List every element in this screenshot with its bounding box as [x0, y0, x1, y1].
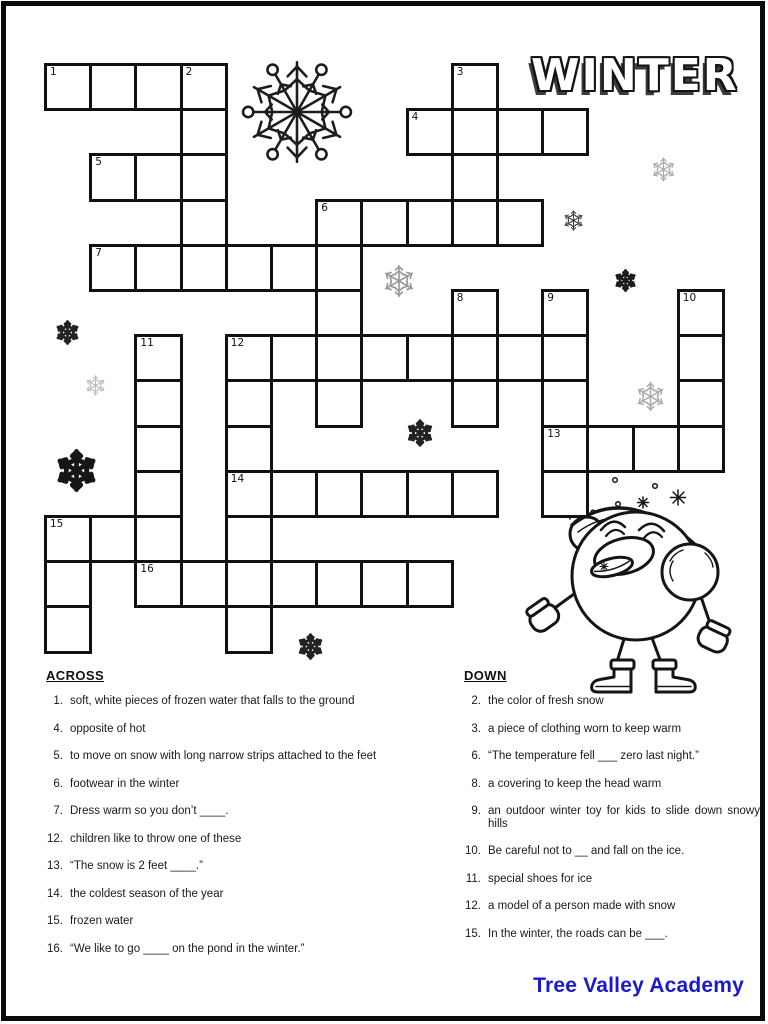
grid-cell[interactable]	[677, 379, 725, 427]
clue-text: frozen water	[70, 915, 134, 927]
grid-cell[interactable]	[134, 425, 182, 473]
grid-cell[interactable]	[451, 108, 499, 156]
snowflake-icon	[381, 263, 417, 299]
grid-cell[interactable]	[406, 199, 454, 247]
clue-number: 11.	[465, 872, 481, 885]
snowflake-icon	[634, 380, 667, 413]
cell-number: 2	[185, 66, 193, 78]
cell-number: 1	[50, 66, 57, 78]
clue-text: special shoes for ice	[488, 872, 593, 885]
grid-cell[interactable]	[44, 605, 92, 653]
clue-text: “The snow is 2 feet ____.”	[70, 860, 203, 872]
grid-cell[interactable]	[541, 108, 589, 156]
grid-cell[interactable]	[496, 334, 544, 382]
cell-number: 4	[411, 111, 419, 124]
clue-number: 6.	[471, 750, 481, 762]
grid-cell[interactable]	[496, 199, 544, 247]
brand-name: Tree Valley Academy	[533, 974, 744, 997]
grid-cell[interactable]	[225, 425, 273, 473]
clue-number: 16.	[47, 942, 63, 955]
clue-down-9	[462, 805, 760, 830]
grid-cell-8[interactable]	[451, 289, 499, 337]
grid-cell[interactable]	[360, 199, 408, 247]
clue-text: Dress warm so you don’t ____.	[70, 805, 229, 817]
grid-cell[interactable]	[360, 560, 408, 608]
grid-cell-12[interactable]	[225, 334, 273, 382]
clue-down-10	[462, 845, 760, 858]
grid-cell-6[interactable]	[315, 199, 363, 247]
grid-cell[interactable]	[406, 470, 454, 518]
grid-cell[interactable]	[315, 334, 363, 382]
grid-cell[interactable]	[89, 515, 137, 563]
grid-cell[interactable]	[134, 515, 182, 563]
grid-cell[interactable]	[451, 334, 499, 382]
grid-cell[interactable]	[406, 334, 454, 382]
clue-text: a piece of clothing worn to keep warm	[488, 722, 682, 735]
grid-cell[interactable]	[315, 470, 363, 518]
clue-number: 13.	[47, 860, 63, 872]
clue-down-12	[462, 900, 760, 913]
snowflake-icon	[562, 209, 585, 232]
cell-number: 12	[230, 337, 245, 350]
grid-cell-11[interactable]	[134, 334, 182, 382]
snowflake-icon	[84, 374, 107, 397]
clue-down-6	[462, 750, 760, 763]
cell-number: 3	[456, 66, 464, 78]
grid-cell[interactable]	[180, 199, 228, 247]
across-clues-list	[44, 695, 396, 955]
grid-cell[interactable]	[451, 379, 499, 427]
clue-number: 8.	[471, 777, 481, 790]
clue-number: 1.	[53, 695, 63, 707]
clue-text: Be careful not to __ and fall on the ice.	[488, 845, 685, 857]
grid-cell[interactable]	[270, 470, 318, 518]
across-clues-section	[44, 668, 396, 970]
clue-number: 6.	[53, 777, 63, 790]
clue-text: opposite of hot	[70, 722, 146, 735]
snowflake-icon	[53, 447, 100, 494]
grid-cell[interactable]	[180, 244, 228, 292]
clue-text: footwear in the winter	[70, 777, 180, 790]
grid-cell[interactable]	[134, 244, 182, 292]
cell-number: 10	[682, 292, 697, 304]
grid-cell[interactable]	[632, 425, 680, 473]
clue-text: In the winter, the roads can be ___.	[488, 927, 668, 940]
grid-cell-16[interactable]	[134, 560, 182, 608]
clue-down-8	[462, 778, 760, 791]
grid-cell[interactable]	[89, 63, 137, 111]
clue-across-13	[44, 860, 396, 873]
grid-cell[interactable]	[406, 560, 454, 608]
clue-text: “We like to go ____ on the pond in the winter.”	[70, 942, 305, 955]
grid-cell-3[interactable]	[451, 63, 499, 111]
clue-number: 14.	[47, 887, 63, 900]
cell-number: 5	[95, 156, 102, 169]
clue-across-4	[44, 723, 396, 736]
grid-cell[interactable]	[677, 334, 725, 382]
clue-across-6	[44, 778, 396, 791]
cell-number: 16	[140, 563, 154, 576]
right-mitten-icon	[695, 618, 733, 655]
clue-across-5	[44, 750, 396, 763]
snowflake-icon	[650, 156, 677, 183]
cell-number: 15	[50, 518, 64, 530]
grid-cell-7[interactable]	[89, 244, 137, 292]
cell-number: 8	[456, 292, 464, 304]
clue-number: 10.	[465, 845, 481, 857]
grid-cell[interactable]	[134, 379, 182, 427]
grid-cell[interactable]	[134, 153, 182, 201]
clue-number: 12.	[465, 900, 481, 912]
clue-across-16	[44, 943, 396, 956]
grid-cell[interactable]	[180, 108, 228, 156]
clue-text: soft, white pieces of frozen water that falls to the ground	[70, 695, 355, 707]
clue-number: 15.	[47, 915, 63, 927]
cell-number: 11	[140, 337, 154, 350]
puzzle-title: WINTER	[531, 50, 739, 101]
grid-cell-5[interactable]	[89, 153, 137, 201]
clue-across-15	[44, 915, 396, 928]
clue-across-7	[44, 805, 396, 818]
snowflake-icon	[613, 268, 638, 293]
down-clues-section	[462, 668, 760, 955]
clue-down-3	[462, 723, 760, 736]
grid-cell-2[interactable]	[180, 63, 228, 111]
clue-down-2	[462, 695, 760, 708]
clue-number: 2.	[471, 695, 481, 707]
cell-number: 9	[547, 292, 554, 304]
cell-number: 13	[547, 427, 561, 440]
grid-cell[interactable]	[225, 515, 273, 563]
clue-text: a model of a person made with snow	[488, 900, 676, 912]
grid-cell[interactable]	[180, 560, 228, 608]
grid-cell-10[interactable]	[677, 289, 725, 337]
clue-number: 12.	[47, 832, 63, 845]
grid-cell[interactable]	[225, 560, 273, 608]
clue-text: the coldest season of the year	[70, 887, 224, 900]
clue-number: 5.	[53, 750, 63, 762]
cell-number: 14	[230, 472, 245, 485]
grid-cell[interactable]	[451, 470, 499, 518]
snowflake-icon	[54, 319, 81, 346]
grid-cell[interactable]	[134, 63, 182, 111]
clue-number: 4.	[53, 722, 63, 735]
down-header: DOWN	[464, 668, 507, 683]
right-earmuff-icon	[662, 544, 718, 600]
grid-cell[interactable]	[315, 244, 363, 292]
clue-text: to move on snow with long narrow strips attached to the feet	[70, 750, 377, 762]
clue-text: “The temperature fell ___ zero last night.”	[488, 750, 699, 762]
snowflake-icon	[296, 632, 325, 661]
grid-cell[interactable]	[541, 379, 589, 427]
grid-cell[interactable]	[270, 244, 318, 292]
cell-number: 7	[95, 246, 102, 259]
grid-cell[interactable]	[496, 108, 544, 156]
grid-cell[interactable]	[360, 334, 408, 382]
grid-cell[interactable]	[180, 153, 228, 201]
across-header: ACROSS	[46, 668, 105, 683]
grid-cell[interactable]	[270, 334, 318, 382]
clue-across-14	[44, 888, 396, 901]
clue-down-11	[462, 873, 760, 886]
grid-cell-15[interactable]	[44, 515, 92, 563]
clue-across-1	[44, 695, 396, 708]
grid-cell[interactable]	[134, 470, 182, 518]
grid-cell[interactable]	[225, 244, 273, 292]
down-clues-list	[462, 695, 760, 940]
clue-number: 15.	[465, 927, 481, 940]
grid-cell[interactable]	[451, 199, 499, 247]
grid-cell-1[interactable]	[44, 63, 92, 111]
grid-cell-14[interactable]	[225, 470, 273, 518]
snowflake-icon	[236, 51, 358, 173]
grid-cell-4[interactable]	[406, 108, 454, 156]
left-mitten-icon	[523, 596, 562, 635]
grid-cell[interactable]	[44, 560, 92, 608]
grid-cell[interactable]	[315, 379, 363, 427]
clue-down-15	[462, 928, 760, 941]
grid-cell-9[interactable]	[541, 289, 589, 337]
grid-cell[interactable]	[270, 560, 318, 608]
clue-text: an outdoor winter toy for kids to slide down snowy hills	[488, 805, 760, 830]
clue-text: the color of fresh snow	[488, 695, 604, 707]
grid-cell-13[interactable]	[541, 425, 589, 473]
grid-cell[interactable]	[586, 425, 634, 473]
clue-text: a covering to keep the head warm	[488, 777, 662, 790]
grid-cell[interactable]	[541, 334, 589, 382]
grid-cell[interactable]	[225, 605, 273, 653]
clue-number: 9.	[471, 805, 481, 817]
clue-text: children like to throw one of these	[70, 832, 242, 845]
grid-cell[interactable]	[451, 153, 499, 201]
cell-number: 6	[321, 201, 328, 214]
clue-across-12	[44, 833, 396, 846]
grid-cell[interactable]	[225, 379, 273, 427]
grid-cell[interactable]	[677, 425, 725, 473]
clue-number: 3.	[471, 722, 481, 735]
grid-cell[interactable]	[315, 289, 363, 337]
grid-cell[interactable]	[360, 470, 408, 518]
snowflake-icon	[405, 418, 435, 448]
grid-cell[interactable]	[541, 470, 589, 518]
grid-cell[interactable]	[315, 560, 363, 608]
clue-number: 7.	[53, 805, 63, 817]
